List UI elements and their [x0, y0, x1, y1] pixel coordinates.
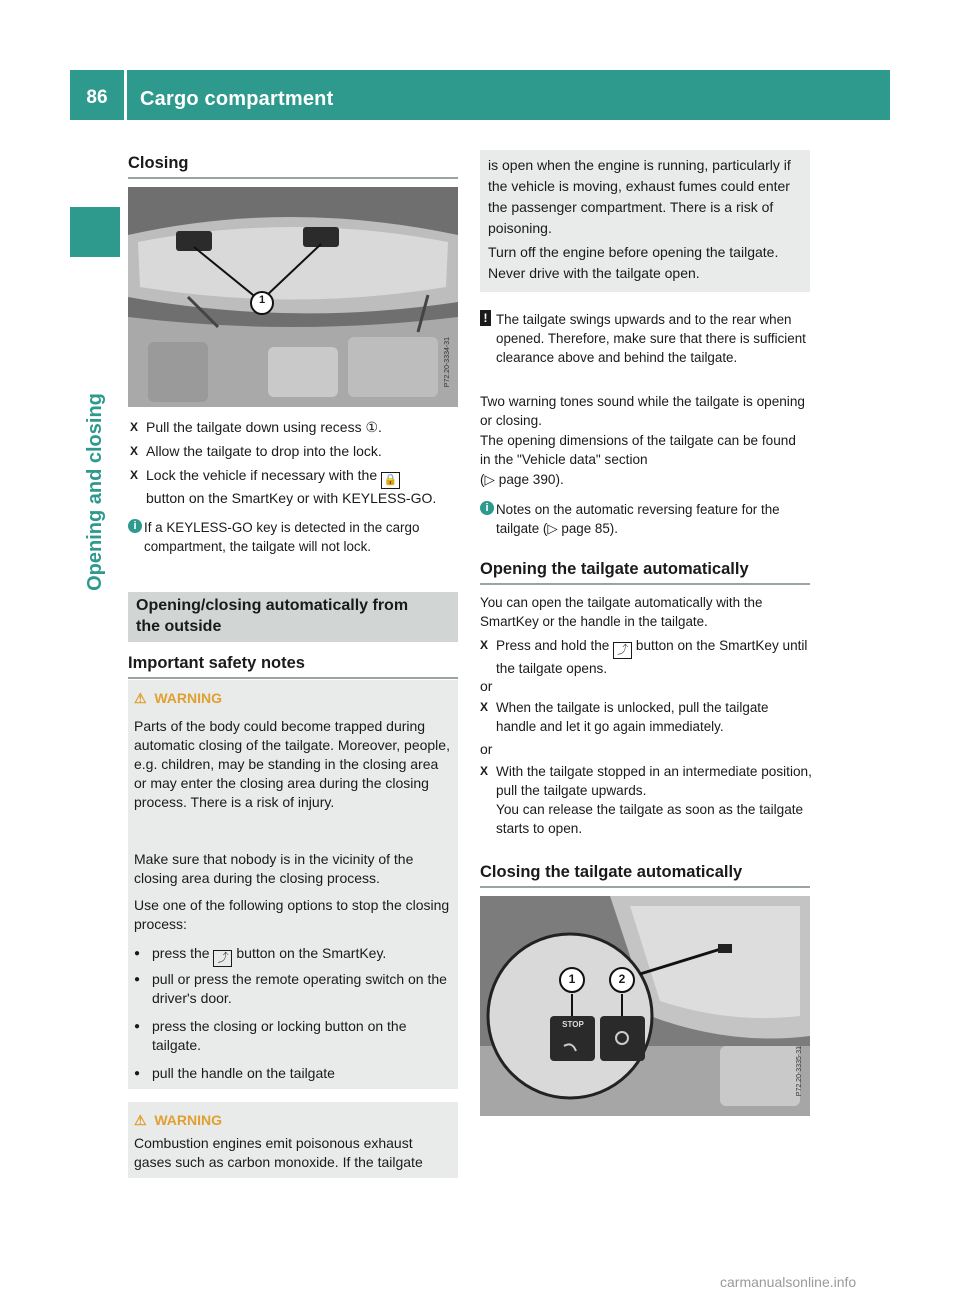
- warning-paragraph: Combustion engines emit poisonous exhaust gases such as carbon monoxide. If the tailgate: [134, 1135, 423, 1170]
- footer-watermark: carmanualsonline.info: [720, 1274, 857, 1290]
- bullet-icon: ●: [134, 1021, 141, 1032]
- step-arrow-icon: X: [130, 444, 139, 458]
- instruction-step: X Lock the vehicle if necessary with the 🔒 button on the SmartKey or with KEYLESS-GO.: [130, 467, 437, 506]
- paragraph: The opening dimensions of the tailgate can be found in the "Vehicle data" section: [480, 433, 796, 467]
- warning-bullet: ● press the closing or locking button on the tailgate.: [134, 1018, 407, 1053]
- section-heading-line1: Opening/closing automatically from: [136, 597, 409, 614]
- chapter-tab-square: [70, 207, 120, 257]
- tailgate-interior-illustration: [128, 187, 458, 407]
- stop-label: STOP: [562, 1020, 584, 1029]
- page-reference: (▷ page 390).: [480, 472, 564, 487]
- heading-rule: [480, 886, 810, 888]
- figure-callout-2: 2: [618, 972, 626, 986]
- warning-triangle-icon: ⚠: [134, 690, 147, 706]
- info-icon: i: [128, 519, 142, 533]
- figure-code: P72.20-3334-31: [444, 337, 451, 388]
- heading-rule: [480, 583, 810, 585]
- warning-triangle-icon: ⚠: [134, 1112, 147, 1128]
- warning-paragraph: Turn off the engine before opening the tailgate. Never drive with the tailgate open.: [488, 244, 779, 281]
- figure-callout-1: 1: [568, 972, 576, 986]
- instruction-step: X Press and hold the ⤴ button on the SmartKey until the tailgate opens.: [480, 638, 808, 676]
- tailgate-buttons-illustration: [480, 896, 810, 1116]
- bullet-icon: ●: [134, 974, 141, 985]
- figure-code: P72.20-3335-31: [796, 1046, 803, 1097]
- caution-note: ! The tailgate swings upwards and to the rear when opened. Therefore, make sure that there is sufficient clearance above and behind the tailgate.: [480, 310, 812, 367]
- section-heading-opening-auto: Opening the tailgate automatically: [480, 560, 749, 578]
- warning-bullet: ● pull or press the remote operating switch on the driver's door.: [134, 971, 447, 1006]
- lock-button-icon: 🔒: [381, 472, 400, 489]
- step-arrow-icon: X: [130, 420, 139, 434]
- subheading-safety-notes: Important safety notes: [128, 654, 305, 672]
- instruction-step: X When the tailgate is unlocked, pull the tailgate handle and let it go again immediately.: [480, 700, 769, 734]
- instruction-step: X Allow the tailgate to drop into the lock.: [130, 443, 382, 459]
- warning-paragraph: Make sure that nobody is in the vicinity of the closing area during the closing process.: [134, 851, 414, 886]
- paragraph: You can open the tailgate automatically with the SmartKey or the handle in the tailgate.: [480, 595, 763, 629]
- warning-box: [128, 1102, 458, 1178]
- warning-bullet: ● pull the handle on the tailgate: [134, 1065, 335, 1081]
- figure-tailgate-buttons: [480, 896, 810, 1116]
- info-note: i Notes on the automatic reversing feature for the tailgate (▷ page 85).: [480, 500, 812, 538]
- figure-tailgate-recess: [128, 187, 458, 407]
- tailgate-button-icon: ⤴: [613, 642, 632, 659]
- step-arrow-icon: X: [130, 468, 139, 482]
- step-arrow-icon: X: [480, 700, 489, 714]
- caution-icon: !: [480, 310, 491, 326]
- chapter-tab-label: Opening and closing: [84, 393, 106, 591]
- warning-bullet: ● press the ⤴ button on the SmartKey.: [134, 944, 452, 967]
- or-text: or: [480, 678, 493, 694]
- heading-rule: [128, 177, 458, 179]
- bullet-icon: ●: [134, 948, 141, 959]
- bullet-icon: ●: [134, 1068, 141, 1079]
- step-arrow-icon: X: [480, 764, 489, 778]
- instruction-step: X Pull the tailgate down using recess ①.: [130, 419, 382, 435]
- instruction-step: X With the tailgate stopped in an intermediate position, pull the tailgate upwards. You can release the tailgate as soon as the tailgate starts to open.: [480, 764, 812, 836]
- warning-title: ⚠ WARNING: [134, 1112, 223, 1128]
- heading-rule: [128, 677, 458, 679]
- info-icon: i: [480, 501, 494, 515]
- warning-box-continued: [480, 150, 810, 292]
- figure-callout-1: 1: [258, 294, 266, 306]
- warning-title: ⚠ WARNING: [134, 690, 223, 706]
- warning-paragraph: is open when the engine is running, particularly if the vehicle is moving, exhaust fumes could enter the passenger compartment. There is a risk of poisoning.: [488, 157, 791, 236]
- paragraph: Two warning tones sound while the tailgate is opening or closing.: [480, 394, 805, 428]
- header-separator: [124, 70, 127, 120]
- info-note: i If a KEYLESS-GO key is detected in the cargo compartment, the tailgate will not lock.: [128, 518, 476, 556]
- tailgate-button-icon: ⤴: [213, 950, 232, 967]
- warning-box: [128, 680, 458, 1089]
- section-heading-box: [128, 592, 458, 642]
- page-number: 86: [86, 87, 108, 108]
- warning-paragraph: Use one of the following options to stop the closing process:: [134, 897, 450, 932]
- section-heading-closing: Closing: [128, 154, 189, 172]
- warning-paragraph: Parts of the body could become trapped during automatic closing of the tailgate. Moreover, people, e.g. children, may be standing in the closing area or may enter the closing area during the closing process. There is a risk of injury.: [134, 718, 450, 810]
- or-text: or: [480, 741, 493, 757]
- step-arrow-icon: X: [480, 638, 489, 652]
- section-heading-line2: the outside: [136, 618, 222, 635]
- section-heading-closing-auto: Closing the tailgate automatically: [480, 863, 743, 881]
- page-title: Cargo compartment: [140, 88, 334, 110]
